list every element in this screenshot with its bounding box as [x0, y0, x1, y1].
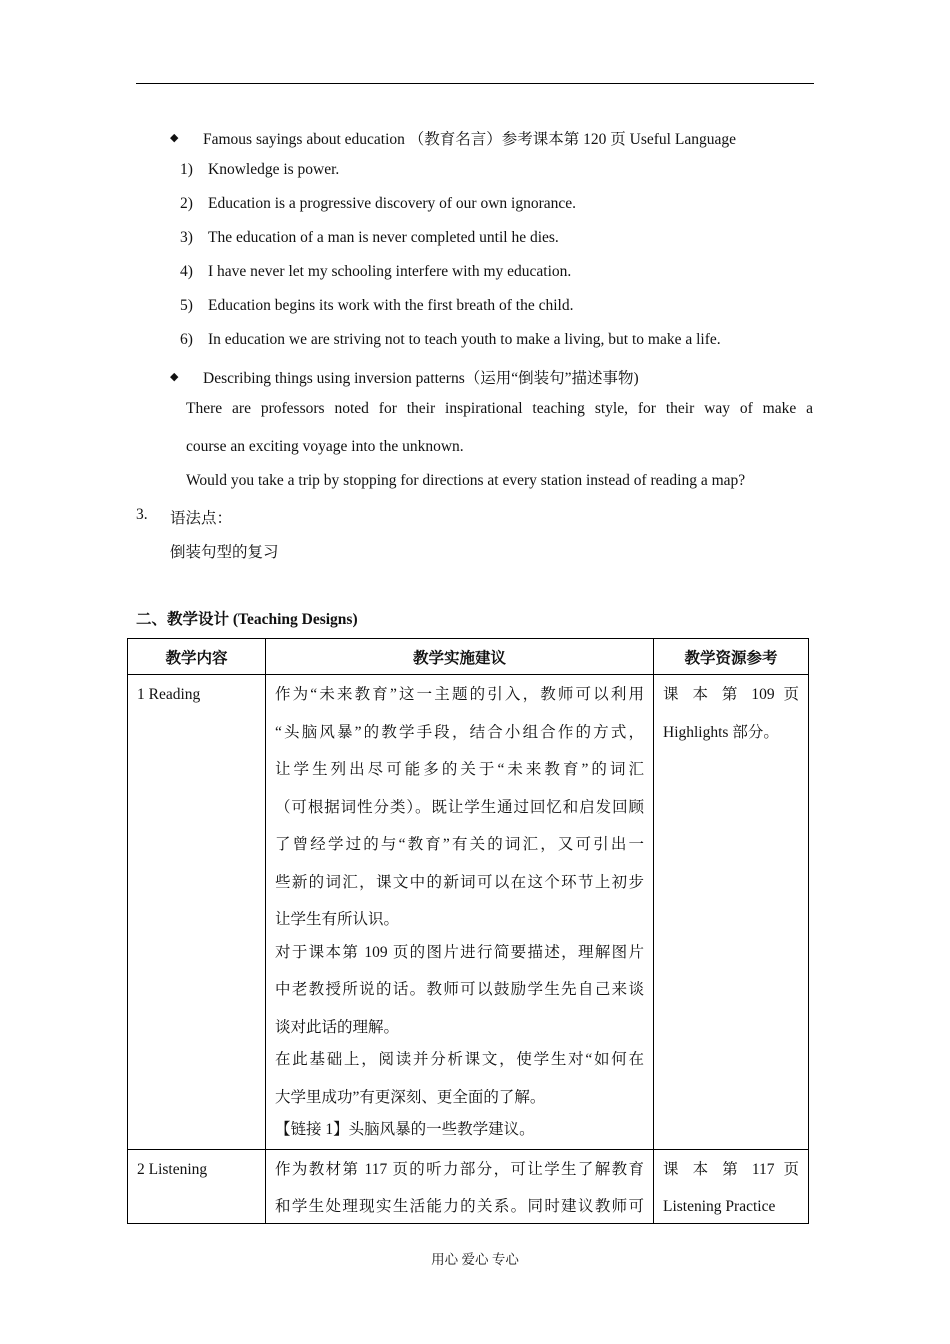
bullet-icon: ◆: [170, 132, 179, 144]
resource-line: 课 本 第 109 页: [663, 686, 799, 703]
suggestion-line: 和学生处理现实生活能力的关系。同时建议教师可: [275, 1198, 644, 1215]
header-rule: [136, 83, 814, 84]
suggestion-line: （可根据词性分类）。既让学生通过回忆和启发回顾: [275, 798, 644, 816]
example-line: There are professors noted for their inspirational teaching style, for their way of make a: [186, 400, 813, 417]
row-content: [128, 1149, 266, 1224]
saying-number: 3): [180, 229, 193, 246]
suggestion-line: 对于课本第 109 页的图片进行简要描述，理解图片: [275, 943, 644, 961]
table-row: [128, 1149, 809, 1224]
suggestion-line: 作为“未来教育”这一主题的引入，教师可以利用: [275, 686, 644, 703]
resource-line: Listening Practice: [663, 1198, 776, 1215]
saying-number: 4): [180, 263, 193, 280]
row-suggestions: [266, 675, 654, 1150]
saying-number: 6): [180, 331, 193, 348]
saying-item: The education of a man is never completed until he dies.: [208, 229, 559, 246]
column-header: 教学实施建议: [266, 639, 654, 675]
table-row: [128, 675, 809, 1150]
inversion-heading: Describing things using inversion patterns（运用“倒装句”描述事物): [203, 370, 639, 387]
inversion-example-2: Would you take a trip by stopping for directions at every station instead of reading a map?: [186, 472, 746, 489]
suggestion-line: 了曾经学过的与“教育”有关的词汇，又可引出一: [275, 836, 644, 853]
column-header: 教学内容: [128, 639, 266, 675]
content-label: 2 Listening: [137, 1160, 208, 1178]
grammar-number: 3.: [136, 506, 148, 523]
suggestion-line: 在此基础上，阅读并分析课文，使学生对“如何在: [275, 1051, 644, 1068]
saying-number: 2): [180, 195, 193, 212]
saying-item: I have never let my schooling interfere with my education.: [208, 263, 572, 280]
resource-line: Highlights 部分。: [663, 723, 779, 741]
suggestion-line: 谈对此话的理解。: [275, 1018, 400, 1036]
row-resources: [654, 675, 809, 1150]
grammar-content: 倒装句型的复习: [170, 544, 279, 561]
table-header-row: [128, 639, 809, 675]
suggestion-line: 中老教授所说的话。教师可以鼓励学生先自己来谈: [275, 981, 644, 998]
saying-number: 1): [180, 161, 193, 178]
column-header: 教学资源参考: [654, 639, 809, 675]
page-footer: 用心 爱心 专心: [431, 1252, 519, 1267]
saying-number: 5): [180, 297, 193, 314]
saying-item: In education we are striving not to teach youth to make a living, but to make a life.: [208, 331, 721, 348]
inversion-example-1: [186, 400, 813, 437]
example-line: course an exciting voyage into the unknown.: [186, 438, 464, 455]
content-label: 1 Reading: [137, 686, 201, 703]
resource-line: 课 本 第 117 页: [663, 1160, 799, 1178]
suggestion-line: 让学生有所认识。: [275, 911, 400, 928]
suggestion-line: 作为教材第 117 页的听力部分，可让学生了解教育: [275, 1160, 644, 1178]
grammar-label: 语法点：: [170, 510, 233, 527]
suggestion-line: “头脑风暴”的教学手段，结合小组合作的方式，: [275, 723, 644, 741]
teaching-design-table: [127, 638, 809, 1224]
suggestion-line: 大学里成功”有更深刻、更全面的了解。: [275, 1088, 546, 1106]
saying-item: Knowledge is power.: [208, 161, 340, 178]
suggestion-line: 让学生列出尽可能多的关于“未来教育”的词汇: [275, 761, 644, 778]
suggestion-line: 些新的词汇，课文中的新词可以在这个环节上初步: [275, 873, 644, 891]
saying-item: Education begins its work with the first breath of the child.: [208, 297, 574, 314]
section-title: 二、教学设计 (Teaching Designs): [136, 611, 358, 628]
bullet-icon: ◆: [170, 371, 179, 383]
row-content: [128, 675, 266, 1150]
sayings-heading: Famous sayings about education （教育名言）参考课本第 120 页 Useful Language: [203, 131, 736, 148]
row-resources: [654, 1149, 809, 1224]
suggestion-line: 【链接 1】头脑风暴的一些教学建议。: [275, 1121, 535, 1138]
saying-item: Education is a progressive discovery of our own ignorance.: [208, 195, 577, 212]
row-suggestions: [266, 1149, 654, 1224]
